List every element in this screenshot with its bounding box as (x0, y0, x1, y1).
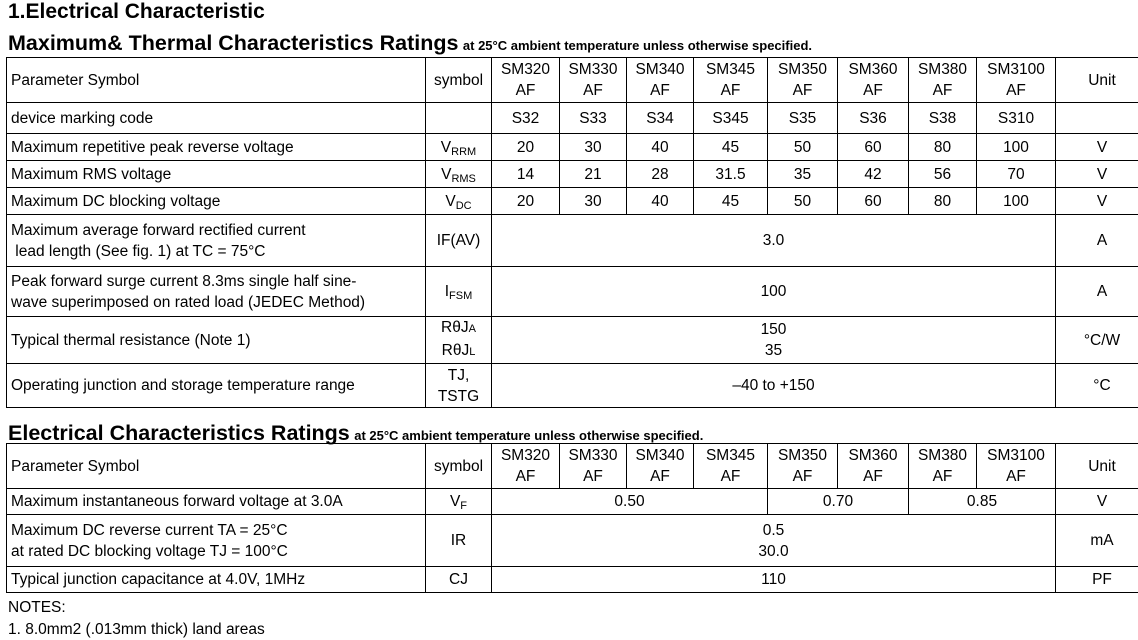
table-row-ifsm (7, 267, 1138, 317)
cell-value: 14 (492, 161, 560, 188)
cell-value: 0.70 (768, 489, 909, 515)
header-model: SM360 AF (838, 58, 909, 103)
row-param: Maximum instantaneous forward voltage at 3.0A (7, 489, 426, 515)
row-symbol: IF(AV) (426, 215, 492, 267)
header-model: SM360 AF (838, 444, 909, 489)
cell-value: 50 (768, 134, 838, 161)
table-row-ir (7, 515, 1138, 567)
cell-value: 30 (560, 188, 627, 215)
table-header-row (7, 444, 1138, 489)
row-param: Maximum repetitive peak reverse voltage (7, 134, 426, 161)
elec-ratings-table (6, 443, 1138, 593)
cell-value: S32 (492, 103, 560, 134)
cell-value: S34 (627, 103, 694, 134)
table-row-cj (7, 567, 1138, 593)
row-symbol: CJ (426, 567, 492, 593)
max-ratings-title: Maximum& Thermal Characteristics Ratings (8, 31, 459, 55)
elec-ratings-title: Electrical Characteristics Ratings (8, 421, 350, 445)
cell-value: 50 (768, 188, 838, 215)
header-model: SM350 AF (768, 58, 838, 103)
row-param: device marking code (7, 103, 426, 134)
row-unit: A (1056, 215, 1138, 267)
row-param: Typical junction capacitance at 4.0V, 1MHz (7, 567, 426, 593)
row-unit (1056, 103, 1138, 134)
row-symbol: IR (426, 515, 492, 567)
cell-value: 80 (909, 188, 977, 215)
header-symbol: symbol (426, 444, 492, 489)
section-title: 1.Electrical Characteristic (8, 0, 265, 23)
cell-value: S35 (768, 103, 838, 134)
header-model: SM345 AF (694, 58, 768, 103)
table-row-temp (7, 364, 1138, 408)
cell-value: 100 (977, 188, 1056, 215)
row-unit: °C/W (1056, 317, 1138, 364)
cell-value: 21 (560, 161, 627, 188)
table-header-row (7, 58, 1138, 103)
cell-value: 70 (977, 161, 1056, 188)
cell-value: 40 (627, 188, 694, 215)
row-unit: °C (1056, 364, 1138, 408)
row-symbol: RθJA RθJL (426, 317, 492, 364)
cell-value: –40 to +150 (492, 364, 1056, 408)
table-row-vdc (7, 188, 1138, 215)
header-model: SM350 AF (768, 444, 838, 489)
row-unit: V (1056, 489, 1138, 515)
cell-value: 3.0 (492, 215, 1056, 267)
header-model: SM345 AF (694, 444, 768, 489)
header-model: SM380 AF (909, 58, 977, 103)
cell-value: 56 (909, 161, 977, 188)
cell-value: 28 (627, 161, 694, 188)
row-symbol: $V_{RRM}$ (426, 134, 492, 161)
row-unit: A (1056, 267, 1138, 317)
cell-value: 60 (838, 188, 909, 215)
row-unit: PF (1056, 567, 1138, 593)
cell-value: 35 (768, 161, 838, 188)
cell-value: S33 (560, 103, 627, 134)
max-ratings-condition: at 25°C ambient temperature unless otherwise specified. (462, 38, 812, 53)
cell-value: S38 (909, 103, 977, 134)
cell-value: 0.85 (909, 489, 1056, 515)
row-unit: V (1056, 188, 1138, 215)
header-model: SM340 AF (627, 444, 694, 489)
cell-value: 40 (627, 134, 694, 161)
row-symbol: TJ, TSTG (426, 364, 492, 408)
cell-value: 0.5 30.0 (492, 515, 1056, 567)
table-row-vrrm (7, 134, 1138, 161)
table-row-vf (7, 489, 1138, 515)
cell-value: 150 35 (492, 317, 1056, 364)
cell-value: 60 (838, 134, 909, 161)
header-unit: Unit (1056, 444, 1138, 489)
cell-value: 20 (492, 134, 560, 161)
max-ratings-table (6, 57, 1138, 408)
cell-value: 80 (909, 134, 977, 161)
row-symbol: $I_{FSM}$ (426, 267, 492, 317)
row-unit: V (1056, 161, 1138, 188)
cell-value: 45 (694, 134, 768, 161)
row-unit: V (1056, 134, 1138, 161)
elec-ratings-condition: at 25°C ambient temperature unless otherwise specified. (354, 428, 704, 443)
header-model: SM320 AF (492, 444, 560, 489)
row-symbol: $V_F$ (426, 489, 492, 515)
row-symbol (426, 103, 492, 134)
cell-value: 110 (492, 567, 1056, 593)
cell-value: S345 (694, 103, 768, 134)
notes-title: NOTES: (8, 599, 66, 616)
cell-value: 20 (492, 188, 560, 215)
header-symbol: symbol (426, 58, 492, 103)
max-ratings-heading (8, 30, 812, 59)
cell-value: S36 (838, 103, 909, 134)
row-param: Typical thermal resistance (Note 1) (7, 317, 426, 364)
header-unit: Unit (1056, 58, 1138, 103)
cell-value: 100 (492, 267, 1056, 317)
table-row-ifav (7, 215, 1138, 267)
row-symbol: $V_{RMS}$ (426, 161, 492, 188)
row-param: Operating junction and storage temperature range (7, 364, 426, 408)
header-model: SM3100 AF (977, 444, 1056, 489)
cell-value: 100 (977, 134, 1056, 161)
cell-value: 31.5 (694, 161, 768, 188)
header-model: SM330 AF (560, 58, 627, 103)
header-model: SM330 AF (560, 444, 627, 489)
row-unit: mA (1056, 515, 1138, 567)
cell-value: 42 (838, 161, 909, 188)
table-row-vrms (7, 161, 1138, 188)
row-param: Peak forward surge current 8.3ms single half sine- wave superimposed on rated load (JEDEC Method) (7, 267, 426, 317)
cell-value: 30 (560, 134, 627, 161)
row-param: Maximum DC reverse current TA = 25°C at rated DC blocking voltage TJ = 100°C (7, 515, 426, 567)
row-param: Maximum average forward rectified current lead length (See fig. 1) at TC = 75°C (7, 215, 426, 267)
header-model: SM3100 AF (977, 58, 1056, 103)
row-symbol: $V_{DC}$ (426, 188, 492, 215)
table-row-marking (7, 103, 1138, 134)
header-param: Parameter Symbol (7, 58, 426, 103)
row-param: Maximum RMS voltage (7, 161, 426, 188)
note-item: 1. 8.0mm2 (.013mm thick) land areas (8, 621, 265, 638)
cell-value: 0.50 (492, 489, 768, 515)
cell-value: 45 (694, 188, 768, 215)
header-model: SM380 AF (909, 444, 977, 489)
header-model: SM320 AF (492, 58, 560, 103)
header-param: Parameter Symbol (7, 444, 426, 489)
header-model: SM340 AF (627, 58, 694, 103)
cell-value: S310 (977, 103, 1056, 134)
row-param: Maximum DC blocking voltage (7, 188, 426, 215)
table-row-thermal (7, 317, 1138, 364)
